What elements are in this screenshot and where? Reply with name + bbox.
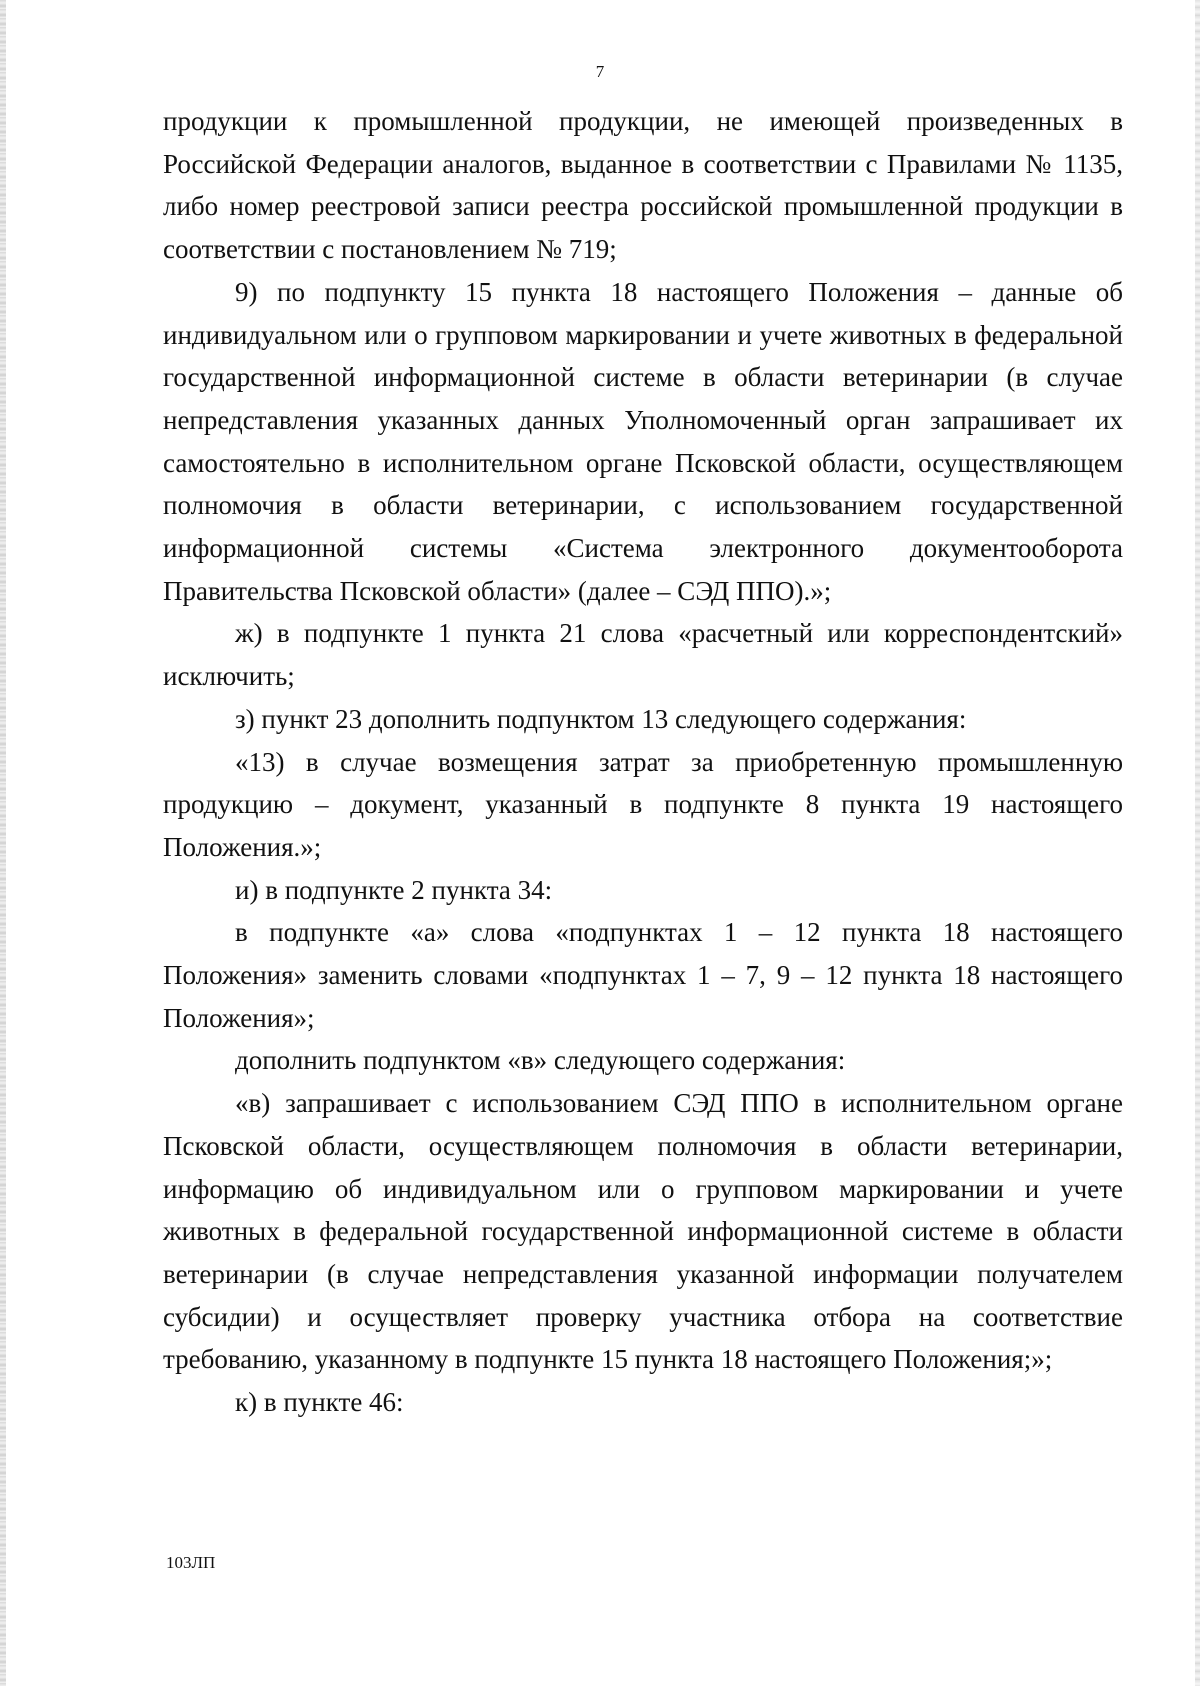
- paragraph-subitem-13: «13) в случае возмещения затрат за приобретенную промышленную продукцию – документ, указанный в подпункте 8 пункта 19 настоящего Положения.»;: [163, 746, 1123, 862]
- paragraph-subitem-a: в подпункте «а» слова «подпунктах 1 – 12 пункта 18 настоящего Положения» заменить словами «подпунктах 1 – 7, 9 – 12 пункта 18 настоящего Положения»;: [163, 917, 1123, 1033]
- footer-document-code: 103ЛП: [166, 1553, 216, 1572]
- paragraph-add-subitem-v: дополнить подпунктом «в» следующего содержания:: [235, 1045, 846, 1076]
- paragraph-continuation: продукции к промышленной продукции, не имеющей произведенных в Российской Федерации аналогов, выданное в соответствии с Правилами № 1135, либо номер реестровой записи реестра российской промышленной продукции в соответствии с постановлением № 719;: [163, 106, 1123, 265]
- paragraph-item-k: к) в пункте 46:: [235, 1387, 404, 1418]
- document-body: [163, 100, 1123, 1424]
- paragraph-item-9: 9) по подпункту 15 пункта 18 настоящего Положения – данные об индивидуальном или о групповом маркировании и учете животных в федеральной государственной информационной системе в области ветеринарии (в случае непредставления указанных данных Уполномоченный орган запрашивает их самостоятельно в исполнительном органе Псковской области, осуществляющем полномочия в области ветеринарии, с использованием государственной информационной системы «Система электронного документооборота Правительства Псковской области» (далее – СЭД ППО).»;: [163, 276, 1123, 606]
- paragraph-subitem-v: «в) запрашивает с использованием СЭД ППО в исполнительном органе Псковской области, осуществляющем полномочия в области ветеринарии, информацию об индивидуальном или о групповом маркировании и учете животных в федеральной государственной информационной системе в области ветеринарии (в случае непредставления указанной информации получателем субсидии) и осуществляет проверку участника отбора на соответствие требованию, указанному в подпункте 15 пункта 18 настоящего Положения;»;: [163, 1088, 1123, 1375]
- paragraph-item-zh: ж) в подпункте 1 пункта 21 слова «расчетный или корреспондентский» исключить;: [163, 618, 1123, 692]
- paragraph-item-i: и) в подпункте 2 пункта 34:: [235, 874, 553, 905]
- paragraph-item-z: з) пункт 23 дополнить подпунктом 13 следующего содержания:: [235, 703, 967, 734]
- page-number: 7: [595, 62, 605, 81]
- scan-edge-right: [1195, 0, 1200, 1686]
- scan-edge-left: [0, 0, 6, 1686]
